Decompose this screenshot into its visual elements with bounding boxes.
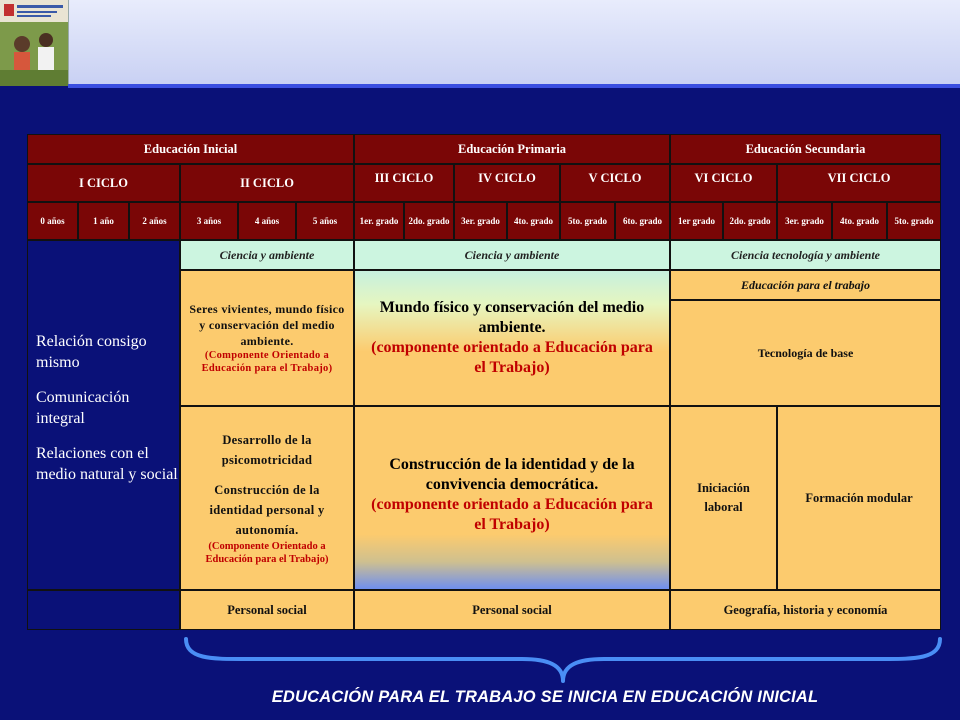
area-comunicacion: Comunicación integral [36, 389, 130, 427]
environment-inicial-title: Seres vivientes, mundo físico y conservación del medio ambiente. [189, 302, 345, 348]
cycle-2: II CICLO [180, 164, 354, 202]
grade-p1: 1er. grado [354, 202, 404, 240]
grade-p2: 2do. grado [404, 202, 454, 240]
footer-caption: EDUCACIÓN PARA EL TRABAJO SE INICIA EN EDUCACIÓN INICIAL [271, 688, 819, 706]
science-secundaria: Ciencia tecnología y ambiente [670, 240, 941, 270]
identity-secundaria-iniciacion: Iniciación laboral [670, 406, 777, 590]
environment-inicial-note: (Componente Orientado a Educación para el Trabajo) [201, 350, 333, 374]
identity-inicial-psicomotricidad: Desarrollo de la psicomotricidad [221, 433, 313, 467]
environment-primaria [354, 270, 670, 406]
level-inicial: Educación Inicial [27, 134, 354, 164]
age-3: 3 años [180, 202, 238, 240]
environment-inicial [180, 270, 354, 406]
curly-brace [182, 637, 944, 683]
area-relaciones-medio: Relaciones con el medio natural y social [36, 445, 178, 483]
header-rule-dark [68, 88, 960, 92]
environment-secundaria-trabajo: Educación para el trabajo [670, 270, 941, 300]
identity-primaria [354, 406, 670, 590]
cycle-1: I CICLO [27, 164, 180, 202]
grade-p6: 6to. grado [615, 202, 670, 240]
identity-primaria-title: Construcción de la identidad y de la convivencia democrática. [389, 456, 635, 493]
environment-secundaria-tecnologia: Tecnología de base [670, 300, 941, 406]
cycle-4: IV CICLO [454, 164, 560, 202]
grade-p3: 3er. grado [454, 202, 507, 240]
cycle-5: V CICLO [560, 164, 670, 202]
identity-inicial-identidad: Construcción de la identidad personal y autonomía. [209, 483, 325, 537]
social-primaria: Personal social [354, 590, 670, 630]
science-inicial: Ciencia y ambiente [180, 240, 354, 270]
grade-p5: 5to. grado [560, 202, 615, 240]
age-2: 2 años [129, 202, 180, 240]
grade-s4: 4to. grado [832, 202, 887, 240]
identity-inicial-note: (Componente Orientado a Educación para el Trabajo) [205, 541, 329, 565]
identity-inicial [180, 406, 354, 590]
age-5: 5 años [296, 202, 354, 240]
identity-secundaria-formacion: Formación modular [777, 406, 941, 590]
age-1: 1 año [78, 202, 129, 240]
level-secundaria: Educación Secundaria [670, 134, 941, 164]
left-areas [27, 240, 180, 590]
science-primaria: Ciencia y ambiente [354, 240, 670, 270]
grade-s5: 5to. grado [887, 202, 941, 240]
social-inicial: Personal social [180, 590, 354, 630]
grade-s3: 3er. grado [777, 202, 832, 240]
age-4: 4 años [238, 202, 296, 240]
environment-primaria-note: (componente orientado a Educación para el Trabajo) [371, 339, 653, 376]
level-primaria: Educación Primaria [354, 134, 670, 164]
age-0: 0 años [27, 202, 78, 240]
social-blank [27, 590, 180, 630]
header-bar [0, 0, 960, 84]
environment-primaria-title: Mundo físico y conservación del medio ambiente. [379, 299, 645, 336]
cycle-3: III CICLO [354, 164, 454, 202]
social-secundaria: Geografía, historia y economía [670, 590, 941, 630]
grade-s1: 1er grado [670, 202, 723, 240]
area-relacion: Relación consigo mismo [36, 333, 147, 371]
grade-p4: 4to. grado [507, 202, 560, 240]
curriculum-table [27, 134, 941, 630]
logo-image [0, 0, 69, 86]
cycle-7: VII CICLO [777, 164, 941, 202]
grade-s2: 2do. grado [723, 202, 777, 240]
identity-primaria-note: (componente orientado a Educación para el Trabajo) [371, 496, 653, 533]
cycle-6: VI CICLO [670, 164, 777, 202]
